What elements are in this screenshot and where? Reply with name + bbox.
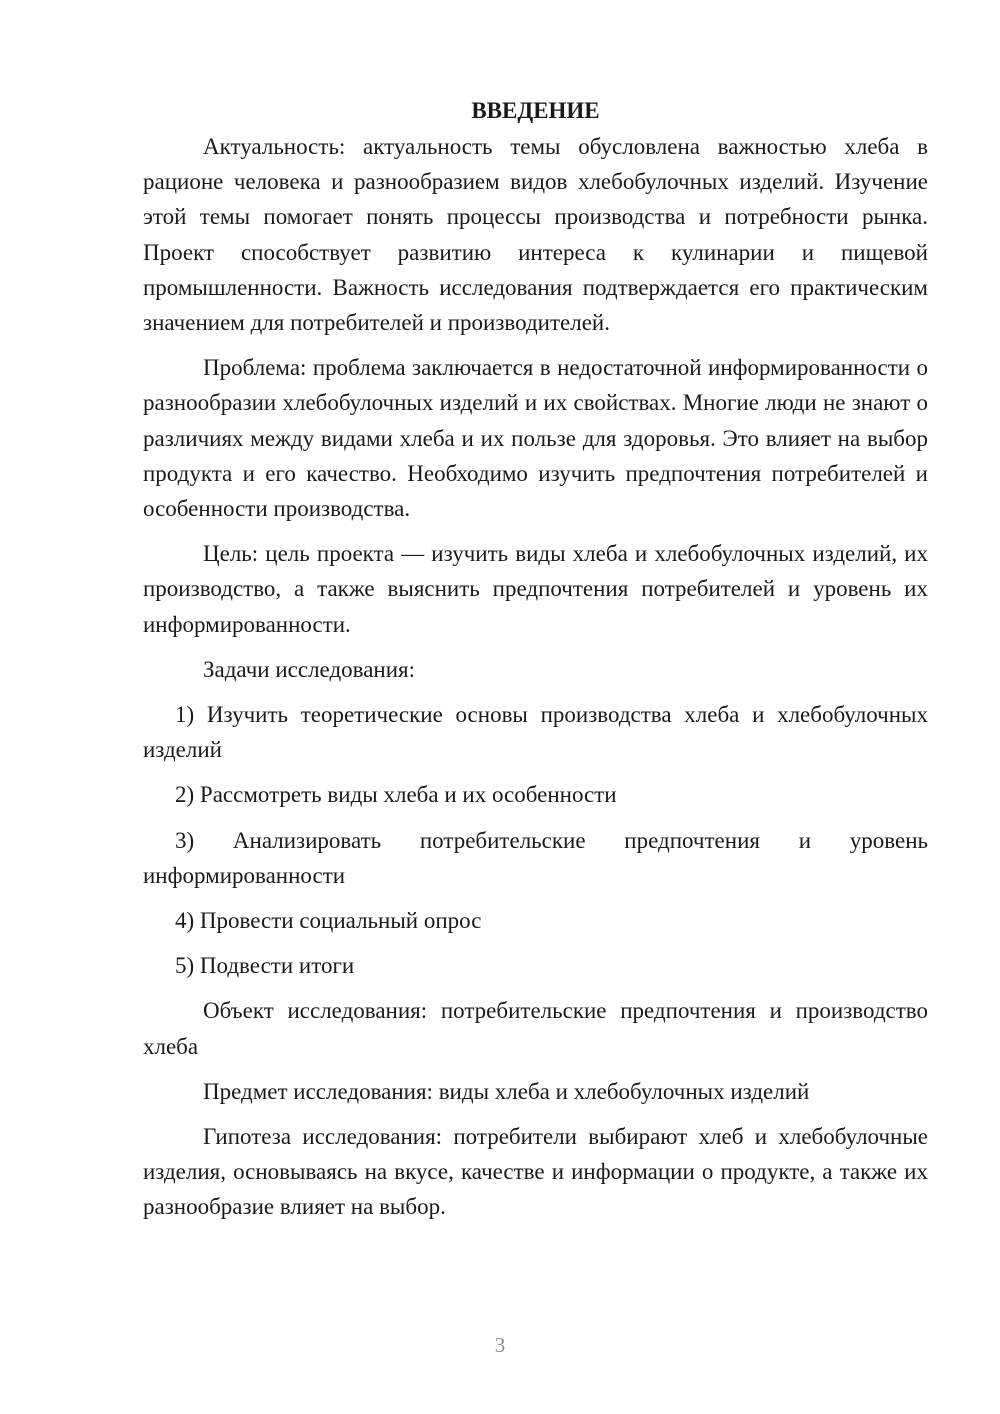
task-item-4: 4) Провести социальный опрос xyxy=(175,908,482,934)
task-item-5: 5) Подвести итоги xyxy=(175,953,355,979)
goal-paragraph: Цель: цель проекта — изучить виды хлеба и хлебобулочных изделий, их производство, а также выяснить предпочтения потребителей и уровень их информированности. xyxy=(143,541,928,637)
task-item-1: 1) Изучить теоретические основы производства хлеба и хлебобулочных изделий xyxy=(143,702,928,763)
document-page xyxy=(143,95,928,1235)
hypothesis-paragraph: Гипотеза исследования: потребители выбирают хлеб и хлебобулочные изделия, основываясь на вкусе, качестве и информации о продукте, а также их разнообразие влияет на выбор. xyxy=(143,1124,928,1220)
problem-paragraph: Проблема: проблема заключается в недостаточной информированности о разнообразии хлебобулочных изделий и их свойствах. Многие люди не знают о различиях между видами хлеба и их пользе для здоровья. Это влияет на выбор продукта и его качество. Необходимо изучить предпочтения потребителей и особенности производства. xyxy=(143,355,928,522)
page-number: 3 xyxy=(494,1333,506,1357)
task-item-3: 3) Анализировать потребительские предпочтения и уровень информированности xyxy=(143,827,928,888)
subject-paragraph: Предмет исследования: виды хлеба и хлебобулочных изделий xyxy=(203,1078,810,1104)
page-title: ВВЕДЕНИЕ xyxy=(471,98,600,123)
task-item-2: 2) Рассмотреть виды хлеба и их особенности xyxy=(175,782,617,808)
tasks-title: Задачи исследования: xyxy=(203,656,416,682)
relevance-paragraph: Актуальность: актуальность темы обусловлена важностью хлеба в рационе человека и разнообразием видов хлебобулочных изделий. Изучение этой темы помогает понять процессы производства и потребности рынка. Проект способствует развитию интереса к кулинарии и пищевой промышленности. Важность исследования подтверждается его практическим значением для потребителей и производителей. xyxy=(143,134,928,336)
object-paragraph: Объект исследования: потребительские предпочтения и производство хлеба xyxy=(143,998,928,1059)
